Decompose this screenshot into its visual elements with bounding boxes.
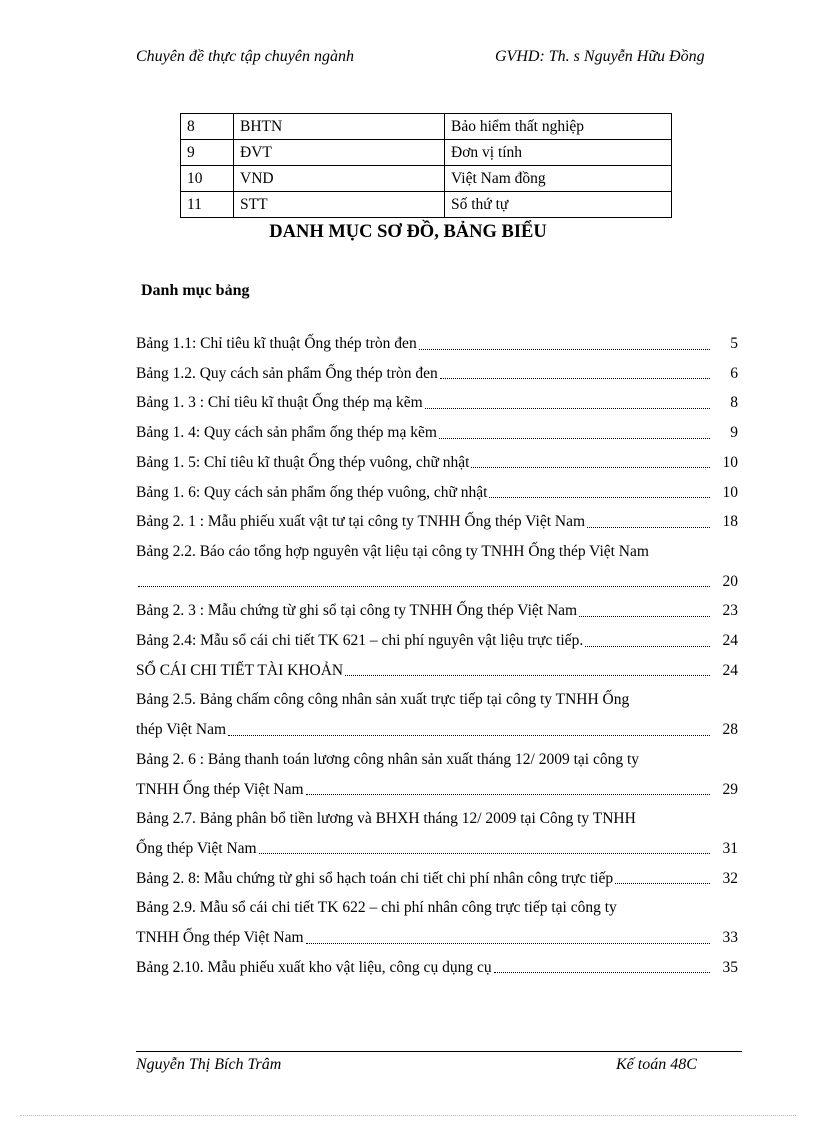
toc-entry-title-cont: TNHH Ống thép Việt Nam xyxy=(136,929,304,946)
toc-entry-continuation xyxy=(136,923,738,953)
toc-page-number: 33 xyxy=(722,929,738,946)
toc-entry xyxy=(136,804,738,834)
table-row xyxy=(181,192,672,218)
toc-page-number: 5 xyxy=(730,335,738,352)
toc-entry-title: Bảng 1. 3 : Chỉ tiêu kĩ thuật Ống thép mạ kẽm xyxy=(136,394,423,412)
toc-entry xyxy=(136,953,738,983)
abbreviation: BHTN xyxy=(234,114,445,140)
table-row xyxy=(181,166,672,192)
abbreviation: VND xyxy=(234,166,445,192)
toc-leader-dots xyxy=(345,675,710,676)
toc-page-number: 35 xyxy=(722,958,738,976)
page-title: DANH MỤC SƠ ĐỒ, BẢNG BIỂU xyxy=(269,222,547,242)
toc-entry-title-cont: Ống thép Việt Nam xyxy=(136,839,257,857)
toc-leader-dots xyxy=(228,735,710,736)
toc-leader-dots xyxy=(585,646,710,647)
toc-entry-continuation xyxy=(136,834,738,864)
toc-entry-title-cont: thép Việt Nam xyxy=(136,721,227,739)
toc-entry-title: Bảng 2.4: Mẫu sổ cái chi tiết TK 621 – chi phí nguyên vật liệu trực tiếp. xyxy=(136,632,584,649)
toc-leader-dots xyxy=(587,527,710,528)
toc-page-number: 24 xyxy=(722,632,738,649)
toc-leader-dots xyxy=(579,616,710,617)
toc-entry xyxy=(136,507,738,537)
toc-leader-dots xyxy=(306,794,710,795)
header-left: Chuyên đề thực tập chuyên ngành xyxy=(136,48,354,65)
toc-leader-dots xyxy=(439,438,710,439)
toc-page-number: 10 xyxy=(722,483,738,501)
toc-entry-continuation xyxy=(136,567,738,597)
toc-entry-title: Bảng 2.10. Mẫu phiếu xuất kho vật liệu, công cụ dụng cụ xyxy=(136,958,492,976)
toc-entry xyxy=(136,448,738,478)
toc-page-number: 20 xyxy=(722,572,738,590)
toc-page-number: 6 xyxy=(730,364,738,382)
page-edge xyxy=(20,1115,796,1116)
toc-entry-title: Bảng 1. 6: Quy cách sản phẩm ống thép vuông, chữ nhật xyxy=(136,483,488,501)
footer-right: Kế toán 48C xyxy=(616,1056,697,1073)
toc-page-number: 10 xyxy=(722,453,738,471)
toc-leader-dots xyxy=(419,349,710,350)
table-row xyxy=(181,140,672,166)
abbreviation-table xyxy=(180,113,672,218)
toc-page-number: 28 xyxy=(722,721,738,739)
row-number: 10 xyxy=(181,166,234,192)
toc-leader-dots xyxy=(489,497,710,498)
toc-leader-dots xyxy=(471,467,710,468)
toc-entry-title: SỔ CÁI CHI TIẾT TÀI KHOẢN xyxy=(136,661,344,679)
toc-page-number: 31 xyxy=(722,839,738,857)
toc-leader-dots xyxy=(425,408,710,409)
toc-entry xyxy=(136,596,738,626)
toc-entry xyxy=(136,329,738,359)
toc-leader-dots xyxy=(306,943,710,944)
toc-entry xyxy=(136,418,738,448)
toc-page-number: 18 xyxy=(722,513,738,531)
toc-entry-continuation xyxy=(136,775,738,805)
toc-entry-title: Bảng 2. 3 : Mẫu chứng từ ghi sổ tại công ty TNHH Ống thép Việt Nam xyxy=(136,602,578,620)
header-right: GVHD: Th. s Nguyễn Hữu Đồng xyxy=(495,48,705,65)
meaning: Đơn vị tính xyxy=(445,140,672,166)
section-subtitle: Danh mục bảng xyxy=(141,282,250,299)
meaning: Số thứ tự xyxy=(445,192,672,218)
toc-leader-dots xyxy=(259,853,710,854)
row-number: 11 xyxy=(181,192,234,218)
toc-entry-title: Bảng 2.9. Mẫu sổ cái chi tiết TK 622 – chi phí nhân công trực tiếp tại công ty xyxy=(136,899,617,917)
toc-entry xyxy=(136,685,738,715)
toc-leader-dots xyxy=(440,378,710,379)
toc-entry-title: Bảng 2.5. Bảng chấm công công nhân sản xuất trực tiếp tại công ty TNHH Ống xyxy=(136,691,630,709)
toc-entry xyxy=(136,478,738,508)
toc-entry xyxy=(136,656,738,686)
footer-rule xyxy=(136,1051,742,1052)
toc-entry-title: Bảng 1. 4: Quy cách sản phẩm ống thép mạ kẽm xyxy=(136,424,437,442)
meaning: Bảo hiểm thất nghiệp xyxy=(445,114,672,140)
table-row xyxy=(181,114,672,140)
abbreviation: ĐVT xyxy=(234,140,445,166)
toc-page-number: 9 xyxy=(730,424,738,442)
toc-page-number: 32 xyxy=(722,869,738,887)
toc-entry xyxy=(136,537,738,567)
abbreviation: STT xyxy=(234,192,445,218)
toc-entry-title-cont: TNHH Ống thép Việt Nam xyxy=(136,780,304,798)
toc-leader-dots xyxy=(494,972,710,973)
toc-entry-title: Bảng 2.7. Bảng phân bổ tiền lương và BHXH tháng 12/ 2009 tại Công ty TNHH xyxy=(136,810,636,828)
toc-entry-title: Bảng 1.2. Quy cách sản phẩm Ống thép tròn đen xyxy=(136,364,438,382)
toc-entry xyxy=(136,745,738,775)
toc-page-number: 23 xyxy=(722,602,738,620)
toc-entry-title: Bảng 2. 6 : Bảng thanh toán lương công nhân sản xuất tháng 12/ 2009 tại công ty xyxy=(136,750,640,768)
toc-entry xyxy=(136,893,738,923)
row-number: 8 xyxy=(181,114,234,140)
toc-page-number: 24 xyxy=(722,661,738,679)
toc-entry-title: Bảng 1. 5: Chỉ tiêu kĩ thuật Ống thép vuông, chữ nhật xyxy=(136,453,470,471)
toc-entry-title: Bảng 2. 8: Mẫu chứng từ ghi sổ hạch toán chi tiết chi phí nhân công trực tiếp xyxy=(136,869,614,887)
toc-entry xyxy=(136,626,738,656)
toc-leader-dots xyxy=(138,586,710,587)
toc-entry-title: Bảng 2.2. Báo cáo tổng hợp nguyên vật liệu tại công ty TNHH Ống thép Việt Nam xyxy=(136,542,649,560)
toc-entry xyxy=(136,359,738,389)
toc-entry-title: Bảng 2. 1 : Mẫu phiếu xuất vật tư tại công ty TNHH Ống thép Việt Nam xyxy=(136,513,586,531)
footer-left: Nguyễn Thị Bích Trâm xyxy=(136,1056,282,1073)
meaning: Việt Nam đồng xyxy=(445,166,672,192)
row-number: 9 xyxy=(181,140,234,166)
toc-page-number: 29 xyxy=(722,780,738,798)
toc-entry-continuation xyxy=(136,715,738,745)
toc-entry-title: Bảng 1.1: Chỉ tiêu kĩ thuật Ống thép tròn đen xyxy=(136,335,417,352)
toc-page-number: 8 xyxy=(730,394,738,412)
toc-entry xyxy=(136,864,738,894)
toc-leader-dots xyxy=(615,883,710,884)
toc-entry xyxy=(136,388,738,418)
